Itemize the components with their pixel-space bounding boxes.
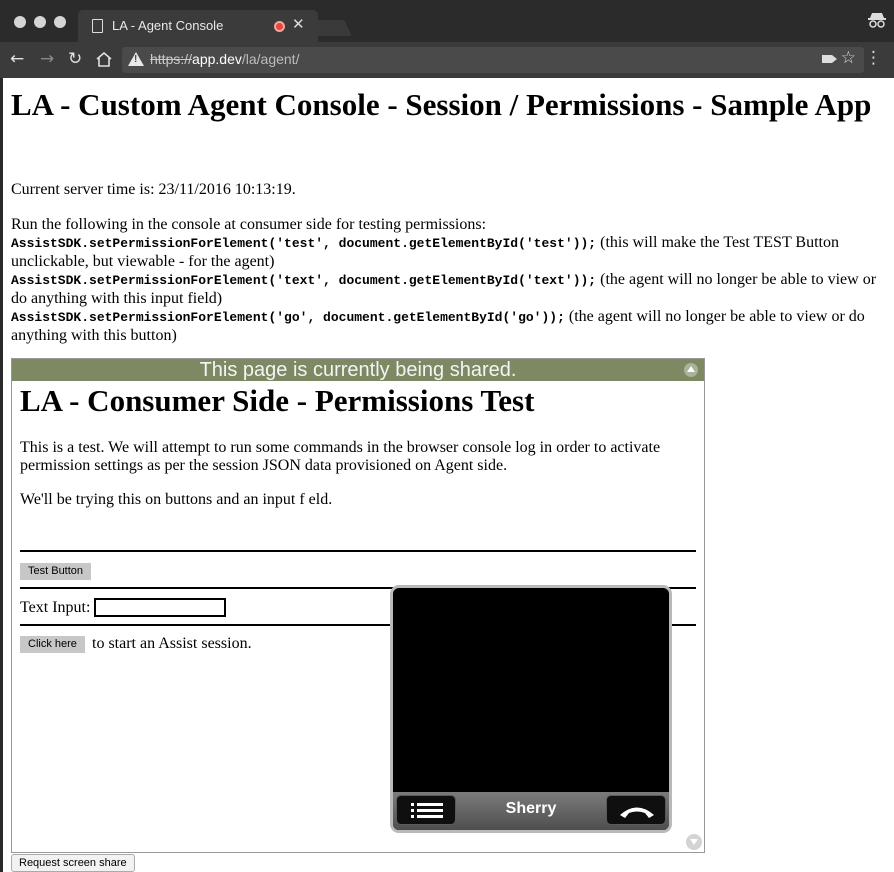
minimize-window-button[interactable] (34, 16, 46, 28)
browser-chrome (0, 0, 894, 78)
url-text: https://app.dev/la/agent/ (150, 51, 300, 67)
consumer-paragraph: We'll be trying this on buttons and an input f eld. (20, 491, 333, 508)
address-bar[interactable] (122, 47, 864, 73)
tab-title: LA - Agent Console (112, 18, 224, 33)
server-time: Current server time is: 23/11/2016 10:13:19. (11, 181, 296, 198)
video-call-controls (393, 792, 669, 830)
command-line (11, 271, 887, 308)
hang-up-button[interactable] (606, 795, 666, 825)
command-line (11, 234, 887, 271)
browser-toolbar (0, 42, 894, 78)
text-input-label: Text Input: (20, 599, 91, 616)
consumer-heading: LA - Consumer Side - Permissions Test (20, 383, 535, 418)
video-call-window[interactable] (390, 585, 672, 833)
click-here-button[interactable]: Click here (20, 636, 85, 653)
camera-icon[interactable] (822, 55, 832, 63)
reload-icon[interactable]: ↻ (68, 49, 83, 69)
command-note: (this will make the Test TEST Button unclickable, but viewable - for the agent) (11, 234, 839, 270)
command-code: AssistSDK.setPermissionForElement('text', document.getElementById('text')); (11, 273, 597, 288)
page-content (3, 78, 894, 872)
back-arrow-icon[interactable]: ← (10, 49, 25, 69)
sharing-banner: This page is currently being shared. (12, 359, 704, 381)
shared-screen-view[interactable] (11, 358, 705, 853)
click-here-suffix: to start an Assist session. (92, 635, 252, 652)
command-note: (the agent will no longer be able to view or do anything with this input field) (11, 271, 877, 307)
not-secure-warning-icon[interactable] (128, 52, 144, 66)
title-bar (0, 0, 894, 42)
command-code: AssistSDK.setPermissionForElement('go', document.getElementById('go')); (11, 310, 565, 325)
request-screen-share-button[interactable]: Request screen share (11, 854, 135, 872)
instructions-intro: Run the following in the console at consumer side for testing permissions: (11, 216, 487, 233)
bookmark-star-icon[interactable]: ☆ (840, 48, 856, 68)
command-line (11, 308, 887, 345)
caller-name: Sherry (505, 800, 557, 817)
divider (20, 550, 696, 552)
command-code: AssistSDK.setPermissionForElement('test', document.getElementById('test')); (11, 236, 597, 251)
forward-arrow-icon[interactable]: → (40, 49, 55, 69)
maximize-window-button[interactable] (54, 16, 66, 28)
page-icon (92, 19, 103, 33)
test-button[interactable]: Test Button (20, 563, 91, 580)
command-note: (the agent will no longer be able to view or do anything with this button) (11, 308, 865, 344)
consumer-paragraph: This is a test. We will attempt to run some commands in the browser console log in order to activate permission settings as per the session JSON data provisioned on Agent side. (20, 439, 661, 474)
instructions (11, 216, 887, 345)
scroll-down-icon[interactable] (686, 834, 702, 850)
text-input-field[interactable] (94, 598, 226, 617)
hangup-phone-icon (607, 796, 667, 826)
home-icon[interactable] (96, 52, 112, 67)
page-title: LA - Custom Agent Console - Session / Permissions - Sample App (11, 87, 872, 122)
browser-menu-icon[interactable]: ⋮ (865, 48, 882, 68)
incognito-icon (868, 12, 886, 28)
scroll-up-icon[interactable] (684, 363, 698, 377)
browser-tab[interactable] (78, 10, 318, 42)
close-tab-icon[interactable]: ✕ (292, 15, 305, 33)
recording-icon (274, 21, 285, 32)
close-window-button[interactable] (14, 16, 26, 28)
